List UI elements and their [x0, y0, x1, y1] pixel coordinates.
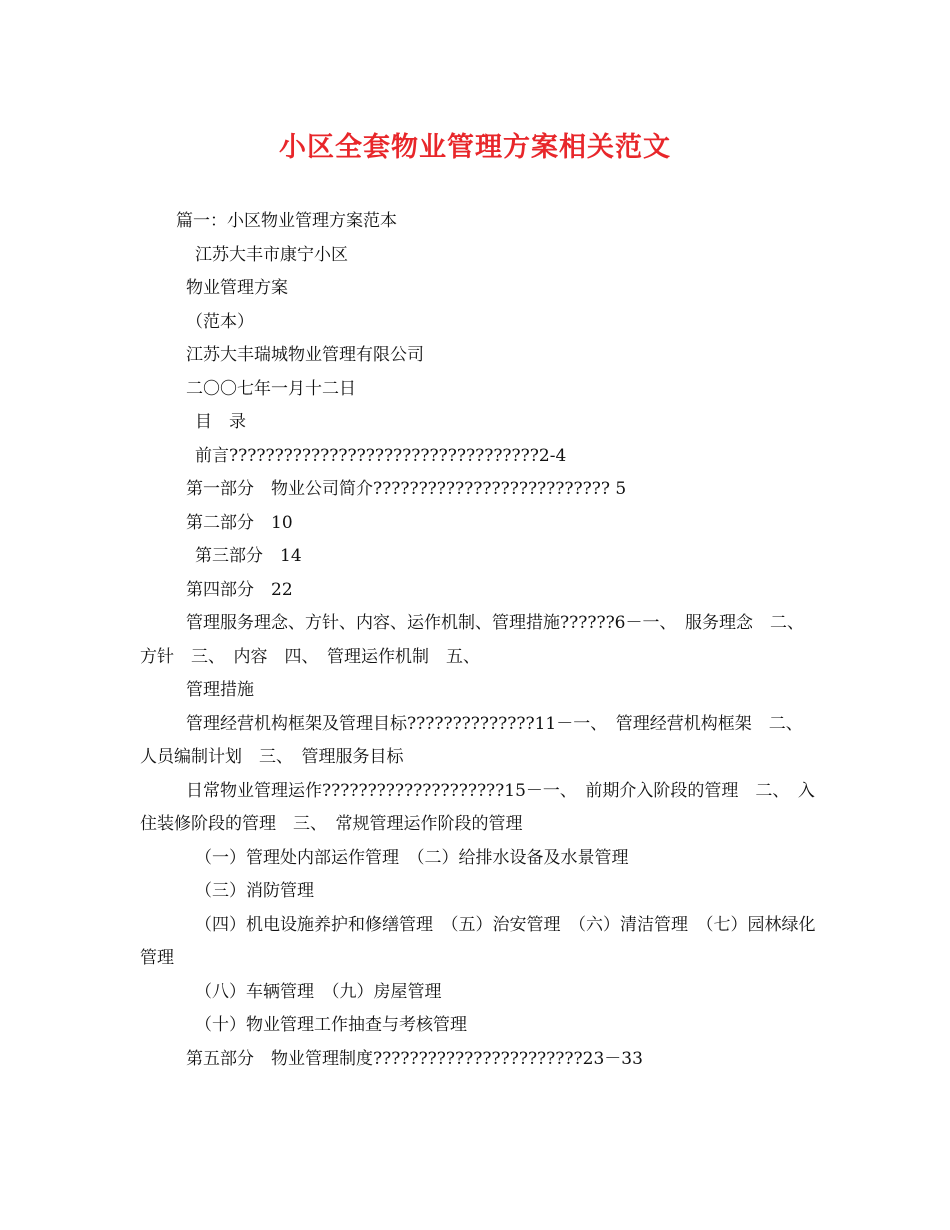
toc-entry-part-3: 第三部分 14: [195, 546, 302, 566]
toc-entry-management-measures: 管理措施: [186, 680, 254, 700]
toc-subentry-8-9: （八）车辆管理 （九）房屋管理: [195, 981, 442, 1002]
document-title: 小区全套物业管理方案相关范文: [279, 132, 671, 163]
toc-entry-daily-operation: 日常物业管理运作????????????????????15－一、 前期介入阶段的管理 二、 入住装修阶段的管理 三、 常规管理运作阶段的管理: [140, 780, 815, 834]
toc-entry-part-1: 第一部分 物业公司简介?????????????????????????? 5: [186, 479, 627, 499]
toc-subentry-10: （十）物业管理工作抽查与考核管理: [195, 1015, 467, 1035]
project-name: 江苏大丰市康宁小区: [195, 244, 348, 265]
toc-entry-organization: 管理经营机构框架及管理目标??????????????11－一、 管理经营机构框架 二、 人员编制计划 三、 管理服务目标: [140, 713, 812, 767]
toc-subentry-4-7: （四）机电设施养护和修缮管理 （五）治安管理 （六）清洁管理 （七）园林绿化管理: [140, 914, 816, 968]
chapter-heading: 篇一：小区物业管理方案范本: [176, 211, 397, 231]
toc-entry-service-concept: 管理服务理念、方针、内容、运作机制、管理措施??????6－一、 服务理念 二、 方针 三、 内容 四、 管理运作机制 五、: [140, 613, 813, 667]
document-date: 二〇〇七年一月十二日: [186, 378, 356, 399]
toc-entry-part-2: 第二部分 10: [186, 512, 293, 533]
toc-entry-preface: 前言??????????????????????????????????2-4: [195, 445, 567, 466]
toc-entry-part-5: 第五部分 物业管理制度???????????????????????23－33: [186, 1048, 643, 1069]
company-name: 江苏大丰瑞城物业管理有限公司: [186, 345, 424, 365]
toc-subentry-3: （三）消防管理: [195, 881, 314, 901]
document-body: [140, 205, 820, 1076]
toc-entry-part-4: 第四部分 22: [186, 579, 293, 600]
toc-subentry-1-2: （一）管理处内部运作管理 （二）给排水设备及水景管理: [195, 847, 629, 868]
plan-name: 物业管理方案: [186, 278, 288, 298]
toc-heading: 目 录: [195, 412, 246, 432]
sample-note: （范本）: [186, 311, 254, 332]
